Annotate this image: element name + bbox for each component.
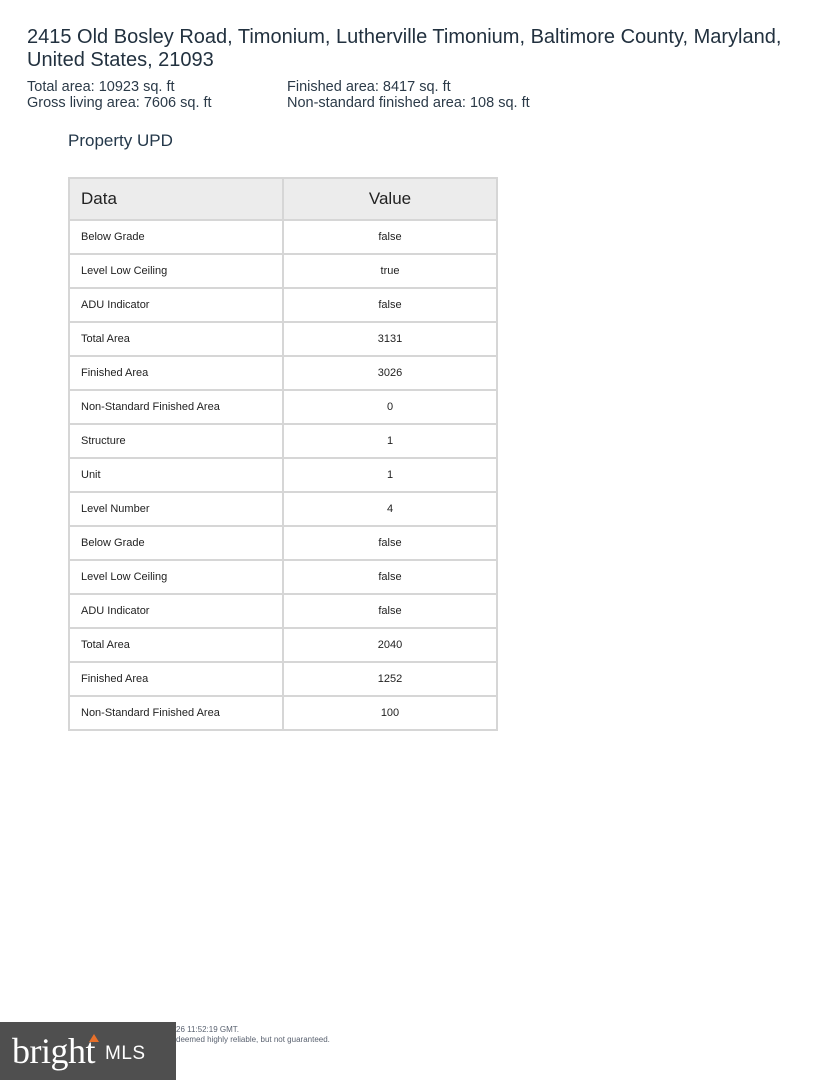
table-row bbox=[69, 254, 497, 288]
cell-value: false bbox=[283, 560, 497, 594]
cell-value: 0 bbox=[283, 390, 497, 424]
cell-label: Finished Area bbox=[69, 662, 283, 696]
cell-label: ADU Indicator bbox=[69, 288, 283, 322]
cell-label: Below Grade bbox=[69, 220, 283, 254]
table-header-row bbox=[69, 178, 497, 220]
cell-value: true bbox=[283, 254, 497, 288]
bright-mls-logo bbox=[0, 1022, 176, 1080]
table-row bbox=[69, 220, 497, 254]
cell-label: Total Area bbox=[69, 628, 283, 662]
table-row bbox=[69, 322, 497, 356]
footer-disclaimer bbox=[176, 1025, 476, 1045]
cell-value: 3026 bbox=[283, 356, 497, 390]
column-header-value: Value bbox=[283, 178, 497, 220]
property-upd-table bbox=[68, 177, 498, 731]
table-row bbox=[69, 628, 497, 662]
cell-label: Non-Standard Finished Area bbox=[69, 696, 283, 730]
cell-value: 2040 bbox=[283, 628, 497, 662]
cell-value: 100 bbox=[283, 696, 497, 730]
table-row bbox=[69, 696, 497, 730]
table-row bbox=[69, 662, 497, 696]
cell-value: false bbox=[283, 594, 497, 628]
cell-value: 4 bbox=[283, 492, 497, 526]
table-row bbox=[69, 288, 497, 322]
cell-value: false bbox=[283, 288, 497, 322]
cell-value: 1252 bbox=[283, 662, 497, 696]
cell-value: false bbox=[283, 526, 497, 560]
footer-timestamp: 26 11:52:19 GMT. bbox=[176, 1025, 239, 1034]
table-row bbox=[69, 492, 497, 526]
logo-wordmark: bright bbox=[12, 1031, 95, 1071]
column-header-data: Data bbox=[69, 178, 283, 220]
cell-value: 3131 bbox=[283, 322, 497, 356]
cell-label: Level Number bbox=[69, 492, 283, 526]
property-address: 2415 Old Bosley Road, Timonium, Lutherville Timonium, Baltimore County, Maryland, United States, 21093 bbox=[27, 26, 782, 71]
table-row bbox=[69, 560, 497, 594]
cell-label: ADU Indicator bbox=[69, 594, 283, 628]
table-row bbox=[69, 526, 497, 560]
section-title: Property UPD bbox=[68, 131, 173, 150]
cell-value: 1 bbox=[283, 458, 497, 492]
gross-living-area: Gross living area: 7606 sq. ft bbox=[27, 95, 212, 111]
table-body bbox=[69, 220, 497, 730]
non-standard-finished-area: Non-standard finished area: 108 sq. ft bbox=[287, 95, 530, 111]
area-summary bbox=[27, 79, 787, 111]
cell-label: Below Grade bbox=[69, 526, 283, 560]
cell-value: 1 bbox=[283, 424, 497, 458]
table-row bbox=[69, 594, 497, 628]
finished-area: Finished area: 8417 sq. ft bbox=[287, 79, 451, 95]
cell-label: Unit bbox=[69, 458, 283, 492]
cell-label: Finished Area bbox=[69, 356, 283, 390]
table-row bbox=[69, 458, 497, 492]
cell-label: Structure bbox=[69, 424, 283, 458]
cell-label: Level Low Ceiling bbox=[69, 254, 283, 288]
total-area: Total area: 10923 sq. ft bbox=[27, 79, 175, 95]
table-row bbox=[69, 390, 497, 424]
table-row bbox=[69, 356, 497, 390]
logo-mls-text: MLS bbox=[105, 1043, 146, 1064]
cell-label: Non-Standard Finished Area bbox=[69, 390, 283, 424]
table-row bbox=[69, 424, 497, 458]
footer-disclaimer-text: deemed highly reliable, but not guaranteed. bbox=[176, 1035, 330, 1044]
cell-value: false bbox=[283, 220, 497, 254]
cell-label: Total Area bbox=[69, 322, 283, 356]
logo-accent-icon bbox=[89, 1034, 99, 1042]
cell-label: Level Low Ceiling bbox=[69, 560, 283, 594]
